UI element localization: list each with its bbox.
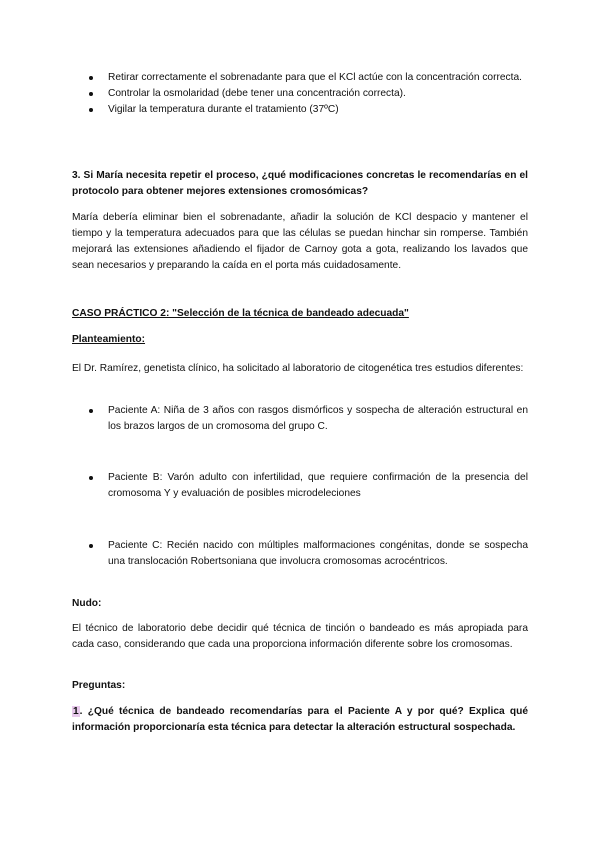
bullet-icon (89, 544, 93, 548)
question-1 (72, 704, 528, 736)
list-item: Paciente A: Niña de 3 años con rasgos dismórficos y sospecha de alteración estructural en los brazos largos de un cromosoma del grupo C. (72, 403, 528, 435)
patient-list-b (72, 470, 528, 502)
patient-list-c (72, 538, 528, 570)
bullet-icon (89, 409, 93, 413)
case-2-title: CASO PRÁCTICO 2: "Selección de la técnica de bandeado adecuada" (72, 308, 409, 319)
bullet-icon (89, 92, 93, 96)
intro-bullet-list (72, 70, 528, 118)
list-item: Paciente B: Varón adulto con infertilidad, que requiere confirmación de la presencia del cromosoma Y y evaluación de posibles microdeleciones (72, 470, 528, 502)
planteamiento-heading: Planteamiento: (72, 334, 146, 345)
bullet-icon (89, 76, 93, 80)
nudo-heading: Nudo: (72, 598, 102, 609)
nudo-text: El técnico de laboratorio debe decidir qué técnica de tinción o bandeado es más apropiada para cada caso, considerando que cada una proporciona información diferente sobre los cromosomas. (72, 623, 528, 650)
bullet-icon (89, 108, 93, 112)
question-3-title: 3. Si María necesita repetir el proceso, ¿qué modificaciones concretas le recomendarías en el protocolo para obtener mejores extensiones cromosómicas? (72, 170, 528, 197)
question-3-answer: María debería eliminar bien el sobrenadante, añadir la solución de KCl despacio y mantener el tiempo y la temperatura adecuados para que las células se puedan hinchar sin romperse. También mejorará las extensiones añadiendo el fijador de Carnoy gota a gota, realizando los lavados que sean necesarios y preparando la caída en el porta más cuidadosamente. (72, 212, 528, 271)
list-item: Vigilar la temperatura durante el tratamiento (37ºC) (72, 102, 528, 118)
question-1-number: 1 (73, 706, 79, 717)
preguntas-heading: Preguntas: (72, 680, 126, 691)
list-item: Controlar la osmolaridad (debe tener una concentración correcta). (72, 86, 528, 102)
list-item: Paciente C: Recién nacido con múltiples malformaciones congénitas, donde se sospecha una translocación Robertsoniana que involucra cromosomas acrocéntricos. (72, 538, 528, 570)
patient-list-a (72, 403, 528, 435)
planteamiento-text: El Dr. Ramírez, genetista clínico, ha solicitado al laboratorio de citogenética tres estudios diferentes: (72, 363, 524, 374)
question-1-text: . ¿Qué técnica de bandeado recomendarías para el Paciente A y por qué? Explica qué información proporcionaría esta técnica para detectar la alteración estructural sospechada. (72, 706, 528, 733)
bullet-icon (89, 476, 93, 480)
list-item: Retirar correctamente el sobrenadante para que el KCl actúe con la concentración correcta. (72, 70, 528, 86)
